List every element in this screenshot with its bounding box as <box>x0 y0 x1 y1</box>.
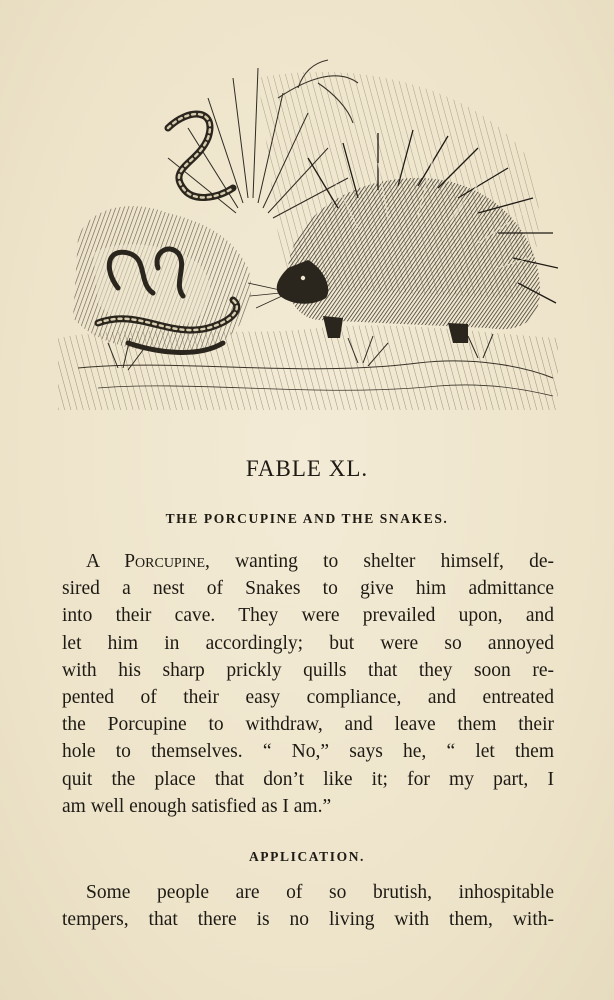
body-line: am well enough satisfied as I am.” <box>62 795 332 817</box>
application-heading: APPLICATION. <box>248 849 366 864</box>
fable-subtitle: THE PORCUPINE AND THE SNAKES. <box>165 511 449 526</box>
body-line: sired a nest of Snakes to give him admittance <box>62 578 554 600</box>
fable-title: FABLE XL. <box>245 456 369 481</box>
body-line: let him in accordingly; but were so annoyed <box>62 632 554 654</box>
body-line: pented of their easy compliance, and entreated <box>62 686 554 708</box>
body-line: the Porcupine to withdraw, and leave them their <box>62 714 554 736</box>
application-body <box>62 879 554 933</box>
body-line: quit the place that don’t like it; for my part, I <box>62 768 554 790</box>
application-line: tempers, that there is no living with them, with- <box>62 909 554 931</box>
body-line: with his sharp prickly quills that they soon re- <box>62 659 554 681</box>
body-line: A Porcupine, wanting to shelter himself, de- <box>86 551 555 572</box>
fable-body <box>62 548 554 820</box>
porcupine-snakes-illustration <box>58 38 558 410</box>
body-line: into their cave. They were prevailed upon, and <box>62 605 554 627</box>
application-line: Some people are of so brutish, inhospitable <box>86 882 554 903</box>
body-line: hole to themselves. “ No,” says he, “ let them <box>62 741 554 763</box>
